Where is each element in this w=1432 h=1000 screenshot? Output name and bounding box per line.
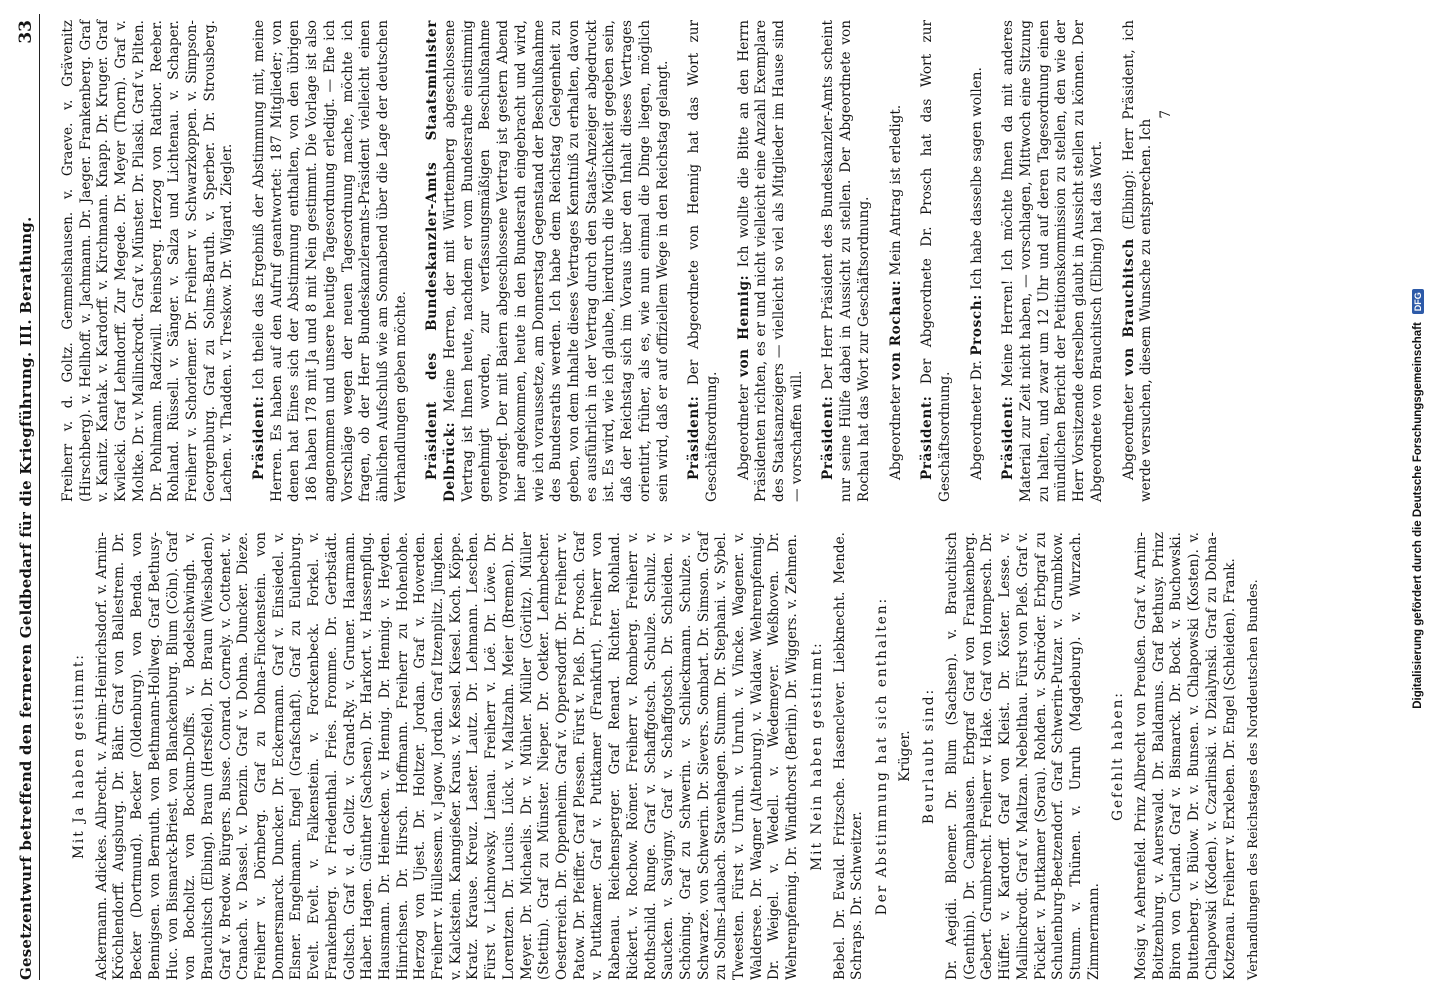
- heading-gefehlt: Gefehlt haben:: [1110, 691, 1127, 821]
- speech-text: Ich theile das Ergebniß der Abstimmung mit, meine Herren. Es haben auf den Aufruf geantwortet: 187 Mitglieder; von denen hat Eines sich der Abstimmung enthalten, von den übrigen 186 haben 178 mit Ja und 8 mit Nein gestimmt. Die Vorlage ist also angenommen und unsere heutige Tagesordnung erledigt. — Ehe ich Vorschläge wegen der neuen Tagesordnung mache, möchte ich fragen, ob der Herr Bundeskanzleramts-Präsident vielleicht einen ähnlichen Aufschluß wie am Sonnabend über die Lage der deutschen Verhandlungen geben möchte.: [251, 20, 409, 502]
- speech-text: Der Abgeordnete Dr. Prosch hat das Wort zur Geschäftsordnung.: [919, 20, 953, 502]
- speech-text: Ich habe dasselbe sagen wollen.: [968, 67, 985, 290]
- speech-praesident-3: [820, 20, 873, 502]
- speaker-prefix: Abgeordneter: [1120, 384, 1137, 480]
- heading-enthalten: Der Abstimmung hat sich enthalten:: [873, 596, 890, 916]
- dfg-sidebar: [1408, 4, 1428, 994]
- speaker-label: Präsident:: [919, 395, 936, 480]
- speech-text: (Elbing): Herr Präsident, ich werde versuchen, diesem Wunsche zu entsprechen. Ich: [1120, 20, 1155, 502]
- speaker-label: Präsident:: [251, 395, 268, 480]
- speech-delbrueck: [424, 20, 672, 502]
- running-head-title: Gesetzentwurf betreffend den ferneren Geldbedarf für die Kriegführung. III. Berathung.: [17, 216, 36, 980]
- speaker-label: Präsident des Bundeskanzler-Amts Staatsminister Delbrück:: [424, 20, 459, 502]
- speaker-label: Präsident:: [820, 395, 837, 480]
- signature-number: 7: [1157, 110, 1174, 119]
- nein-list: Bebel. Dr. Ewald. Fritzsche. Hasenclever. Liebknecht. Mende. Schraps. Dr. Schweitzer.: [831, 532, 866, 980]
- speech-text: Der Abgeordnete von Hennig hat das Wort zur Geschäftsordnung.: [686, 20, 720, 502]
- heading-beurlaubt: Beurlaubt sind:: [921, 687, 938, 825]
- speech-praesident-4: [919, 20, 954, 502]
- speech-rochau: [888, 20, 906, 502]
- dfg-logo: DFG: [1412, 289, 1424, 314]
- beurlaubt-list: Dr. Aegidi. Bloemer. Dr. Blum (Sachsen). v. Brauchitsch (Genthin). Dr. Camphausen. Erbgraf Graf von Frankenberg. Gebert. Grumbrecht. Freiherr v. Hake. Graf von Hompesch. Dr. Hüffer. v. Kardorff. Graf von Kleist. Dr. Köster. Lesse. v. Mallinckrodt. Graf v. Maltzan. Nebelthau. Fürst von Pleß. Graf v. Pückler. v. Puttkamer (Sorau). Rohden. v. Schröder. Erbgraf zu Schulenburg-Beetzendorf. Graf Schwerin-Putzar. v. Grumbkow. Stumm. v. Thünen. v. Unruh (Magdeburg). v. Wurzach. Zimmermann.: [944, 532, 1102, 980]
- speech-brauchitsch: [1121, 20, 1156, 502]
- speaker-prefix: Abgeordneter Dr.: [968, 360, 985, 480]
- heading-nein: Mit Nein haben gestimmt:: [808, 641, 825, 871]
- right-column: [60, 20, 1420, 510]
- dfg-credit-text: Digitalisierung gefördert durch die Deutsche Forschungsgemeinschaft: [1412, 322, 1424, 709]
- speaker-prefix: Abgeordneter: [887, 384, 904, 480]
- speech-hennig: [736, 20, 807, 502]
- speaker-label: Präsident:: [1000, 395, 1017, 480]
- speaker-name: von Brauchitsch: [1120, 238, 1137, 376]
- page-footer: Verhandlungen des Reichstages des Norddeutschen Bundes.: [1246, 579, 1262, 980]
- text-columns: [60, 14, 1420, 980]
- page-number: 33: [16, 20, 37, 44]
- speaker-prefix: Abgeordneter: [735, 384, 752, 480]
- enthalten-name: Krüger.: [896, 730, 913, 782]
- left-column: [60, 510, 1420, 980]
- speech-praesident-5: [1000, 20, 1106, 502]
- speech-praesident-2: [686, 20, 721, 502]
- scanned-page: [10, 14, 1430, 994]
- speaker-name: Prosch:: [968, 294, 985, 356]
- heading-ja: Mit Ja haben gestimmt:: [71, 653, 87, 859]
- speaker-label: Präsident:: [686, 395, 703, 480]
- speech-praesident-1: [251, 20, 410, 502]
- speech-text: Ich wollte die Bitte an den Herrn Präsidenten richten, es er und nicht vielleicht eine Anzahl Exemplare des Staatsanzeigers — vielleicht so viel als Mitglieder im Hause sind — vorschaffen will.: [735, 20, 805, 502]
- speaker-name: von Rochau:: [887, 279, 904, 381]
- running-head: [10, 14, 40, 980]
- speech-prosch: [969, 20, 987, 502]
- speech-text: Der Herr Präsident des Bundeskanzler-Amts scheint nur seine Hülfe dabei in Aussicht zu stellen. Der Abgeordnete von Rochau hat das Wort zur Geschäftsordnung.: [820, 20, 872, 502]
- ja-list: Ackermann. Adickes. Albrecht. v. Arnim-Heinrichsdorf. v. Arnim-Kröchlendorff. Augsburg. Dr. Bähr. Graf von Ballestrem. Dr. Becker (Dortmund). Becker (Oldenburg). von Benda. von Bennigsen. von Bernuth. von Bethmann-Hollweg. Graf Bethusy-Huc. von Bismarck-Briest. von Blanckenburg. Blum (Cöln). Graf von Bocholtz. von Bockum-Dolffs. v. Bodelschwingh. v. Brauchitsch (Elbing). Braun (Hersfeld). Dr. Braun (Wiesbaden). Graf v. Bredow. Bürgers. Busse. Conrad. Cornely. v. Cottenet. v. Cranach. v. Dassel. v. Denzin. Graf v. Dohna. Duncker. Dieze. Freiherr v. Dörnberg. Graf zu Dohna-Finckenstein. von Donnersmarck. Duncker. Dr. Eckermann. Graf v. Einsiedel. v. Elsner. Engelmann. Engel (Grafschaft). Graf zu Eulenburg. Evelt. Evelt. v. Falkenstein. v. Forckenbeck. Forkel. v. Frankenberg. v. Friedenthal. Fries. Fromme. Dr. Gerbstädt. Goltsch. Graf v. d. Goltz. v. Grand-Ry. v. Gruner. Haarmann. Haber. Hagen. Günther (Sachsen). Dr. Harkort. v. Hassenpflug. Hausmann. Dr. Heinecken. v. Hennig. Dr. Hennig. v. Heyden. Hinrichsen. Dr. Hirsch. Hoffmann. Freiherr zu Hohenlohe. Herzog von Ujest. Dr. Holtzer. Jordan. Graf v. Hoverden. Freiherr v. Hüllessem. v. Jagow. Jordan. Graf Itzenplitz. Jüngken. v. Kalckstein. Kanngießer. Kraus. v. Kessel. Kiesel. Koch. Köppe. Kratz. Krause. Kreuz. Laster. Lautz. Dr. Lehmann. Leschen. Fürst v. Lichnowsky. Lienau. Freiherr v. Loë. Dr. Löwe. Dr. Lorentzen. Dr. Lucius. Lück. v. Maltzahn. Meier (Bremen). Dr. Meyer. Dr. Michaelis. Dr. v. Mühler. Müller (Görlitz). Müller (Stettin). Graf zu Münster. Nieper. Dr. Oetker. Lehmbecher. Oesterreich. Dr. Oppenheim. Graf v. Oppersdorff. Dr. Freiherr v. Patow. Dr. Pfeiffer. Graf Plessen. Fürst v. Pleß. Dr. Prosch. Graf v. Puttkamer. Graf v. Puttkamer (Frankfurt). Freiherr von Rabenau. Reichensperger. Graf Renard. Richter. Rohland. Rickert. v. Rochow. Römer. Freiherr v. Romberg. Freiherr v. Rothschild. Runge. Graf v. Schaffgotsch. Schulze. Schulz. v. Saucken. v. Savigny. Graf v. Schaffgotsch. Dr. Schleiden. v. Schöning. Graf zu Schwerin. v. Schlieckmann. Schulze. v. Schwarze. von Schwerin. Dr. Sievers. Sombart. Dr. Simson. Graf zu Solms-Laubach. Stavenhagen. Stumm. Dr. Stephani. v. Sybel. Tweesten. Fürst v. Unruh. v. Unruh. v. Vincke. Wagener. v. Waldersee. Dr. Wagner (Altenburg). v. Waldaw. Wehrenpfennig. Dr. Weigel. v. Wedell. v. Wedemeyer. Weßhoven. Dr. Wehrenpfennig. Dr. Windthorst (Berlin). Dr. Wiggers. v. Zehmen.: [93, 532, 801, 980]
- speech-text: Mein Antrag ist erledigt.: [887, 104, 904, 276]
- gefehlt-list: Mosig v. Aehrenfeld. Prinz Albrecht von Preußen. Graf v. Arnim-Boitzenburg. v. Auerswald. Dr. Baldamus. Graf Bethusy. Prinz Biron von Curland. Graf v. Bismarck. Dr. Bock. v. Buchowski. Buttenberg. v. Bülow. Dr. v. Bunsen. v. Chlapowski (Kosten). v. Chlapowski (Koden). v. Czarlinski. v. Dzialynski. Graf zu Dohna-Kotzenau. Freiherr v. Erxleben. Dr. Engel (Schleiden). Frank.: [1133, 532, 1238, 980]
- speech-text: Meine Herren! Ich möchte Ihnen da mit anderes Material zur Zeit nicht haben, — vorschlagen, Mittwoch eine Sitzung zu halten, und zwar um 12 Uhr und auf deren Tagesordnung einen mündlichen Bericht der Petitionskommission zu stellen, den wie der Herr Vorsitzende derselben glaubt in Aussicht stellen zu können. Der Abgeordnete von Brauchitsch (Elbing) hat das Wort.: [1000, 20, 1105, 502]
- continuation-list: Freiherr v. d. Goltz. Gemmelshausen. v. Graeve. v. Grävenitz (Hirschberg). v. Hellhoff. v. Jachmann. Dr. Jaeger. Frankenberg. Graf v. Kanitz. Kantak. v. Kardorff. v. Kirchmann. Knapp. Dr. Kruger. Graf Kwilecki. Graf Lehndorff. Zur Megede. Dr. Meyer (Thorn). Graf v. Moltke. Dr. v. Mallinckrodt. Graf v. Münster. Dr. Pilaski. Graf v. Pilten. Dr. Pohlmann. Radziwill. Reinsberg. Herzog von Ratibor. Reeber. Rohland. Rüssell. v. Sänger. v. Salza und Lichtenau. v. Schaper. Freiherr v. Schorlemer. Dr. Freiherr v. Schwarzkoppen. v. Simpson-Georgenburg. Graf zu Solms-Baruth. v. Sperber. Dr. Strousberg. Lachen. v. Thadden. v. Treskow. Dr. Wigard. Ziegler.: [60, 20, 236, 502]
- speech-text: Meine Herren, der mit Württemberg abgeschlossene Vertrag ist Ihnen heute, nachdem er vom Bundesrathe einstimmig genehmigt worden, zur verfassungsmäßigen Beschlußnahme vorgelegt. Der mit Baiern abgeschlossene Vertrag ist gestern Abend hier angekommen, heute in den Bundesrath eingebracht und wird, wie ich voraussetze, am Donnerstag Gegenstand der Beschlußnahme des Bundesraths werden. Ich habe dem Reichstag Gelegenheit zu geben, von dem Inhalte dieses Vertrages Kenntniß zu erhalten, davon es ausführlich in der Vertrag durch den Staats-Anzeiger abgedruckt ist. Es wird, wie ich glaube, hierdurch die Möglichkeit gegeben sein, daß der Reichstag sich im Voraus über den Inhalt dieses Vertrages orientirt, früher, als es, wie nun einmal die Dinge liegen, möglich sein wird, daß er auf offiziellem Wege in den Reichstag gelangt.: [442, 19, 671, 502]
- speaker-name: von Hennig:: [735, 274, 752, 378]
